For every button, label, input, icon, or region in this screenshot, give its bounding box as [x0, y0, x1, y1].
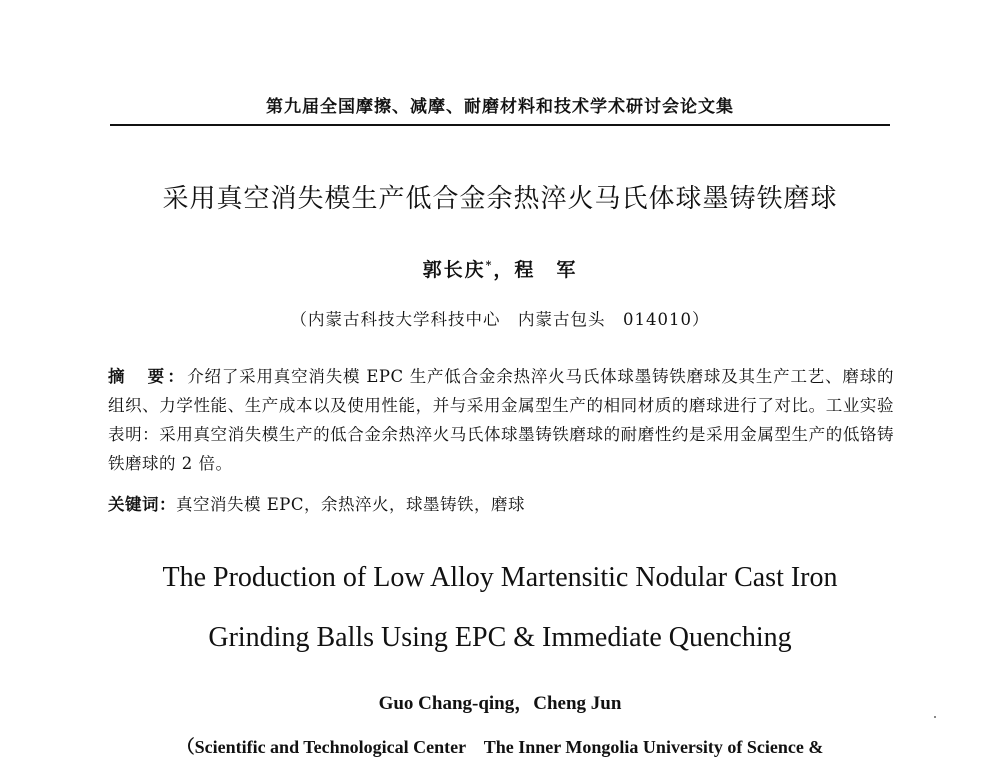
english-affiliation: （Scientific and Technological Center The Inner Mongolia University of Science & — [176, 737, 824, 757]
abstract-text: 介绍了采用真空消失模 EPC 生产低合金余热淬火马氏体球墨铸铁磨球及其生产工艺、磨球的组织、力学性能、生产成本以及使用性能，并与采用金属型生产的相同材质的磨球进行了对比。工业实验表明：采用真空消失模生产的低合金余热淬火马氏体球墨铸铁磨球的耐磨性约是采用金属型生产的低铬铸铁磨球的 2 倍。 — [108, 367, 894, 473]
header-rule — [110, 124, 890, 126]
corresponding-author-mark: * — [485, 258, 494, 272]
keywords-label: 关键词： — [108, 495, 176, 514]
keywords-text: 真空消失模 EPC，余热淬火，球墨铸铁，磨球 — [176, 495, 526, 514]
english-title-line-1: The Production of Low Alloy Martensitic Nodular Cast Iron — [162, 562, 838, 593]
chinese-affiliation: （内蒙古科技大学科技中心 内蒙古包头 014010） — [290, 310, 710, 329]
chinese-authors — [100, 255, 900, 282]
author-2: 程 军 — [514, 259, 578, 281]
chinese-abstract — [108, 362, 894, 478]
english-authors: Guo Chang-qing，Cheng Jun — [378, 693, 622, 714]
chinese-title: 采用真空消失模生产低合金余热淬火马氏体球墨铸铁磨球 — [162, 184, 838, 214]
abstract-label: 摘 要： — [108, 367, 188, 386]
chinese-keywords — [108, 490, 894, 519]
scan-speck — [934, 716, 936, 718]
author-separator: ， — [493, 259, 515, 281]
running-header: 第九届全国摩擦、减摩、耐磨材料和技术学术研讨会论文集 — [266, 97, 734, 117]
english-title-line-2: Grinding Balls Using EPC & Immediate Quenching — [208, 622, 792, 653]
author-1: 郭长庆 — [422, 259, 486, 281]
